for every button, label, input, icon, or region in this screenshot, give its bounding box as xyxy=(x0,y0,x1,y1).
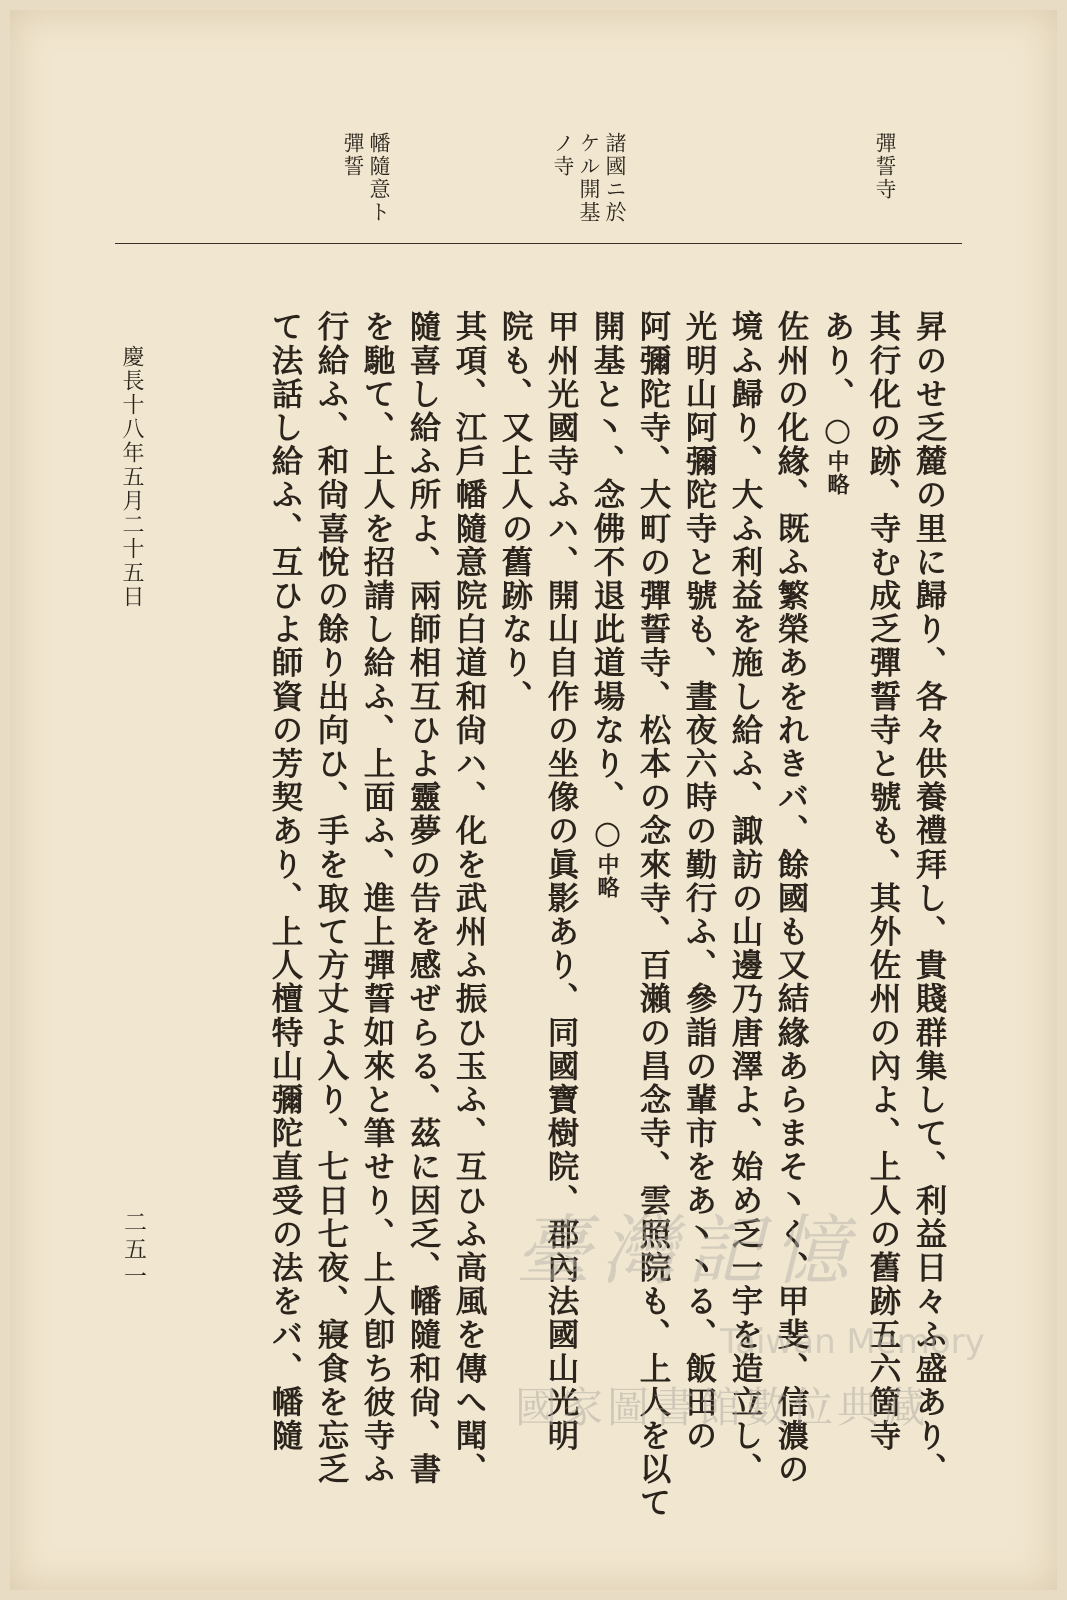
body-line-9: 甲州光國寺ふハ、開山自作の坐像の眞影あり、同國寶樹院、郡內法國山光明 xyxy=(543,310,580,1453)
side-note-1-line-1: 諸國ニ於 xyxy=(603,132,627,224)
abbrev-note-1: 中略 xyxy=(824,449,850,496)
body-line-10: 院も、又上人の舊跡なり、 xyxy=(497,310,534,714)
footer-date: 慶長十八年五月二十五日 xyxy=(119,345,144,609)
topic-heading: 彈誓寺 xyxy=(873,132,897,201)
watermark-subtitle: Taiwan Memory xyxy=(720,1322,985,1362)
body-line-3 xyxy=(819,310,856,496)
side-note-2-line-2: 彈誓 xyxy=(341,132,365,178)
body-line-2: 其行化の跡、寺む成乏彈誓寺と號も、其外佐州の內よ、上人の舊跡五六箇寺 xyxy=(865,310,902,1453)
book-page xyxy=(10,10,1057,1590)
body-line-3-text: あり、 xyxy=(819,310,856,411)
body-line-6: 光明山阿彌陀寺と號も、晝夜六時の勤行ふ、參詣の輩市をあ丶丶る、飯田の xyxy=(681,310,718,1453)
side-note-2-line-1: 幡隨意ト xyxy=(367,132,391,224)
body-line-11: 其項、江戶幡隨意院白道和尙ハ、化を武州ふ振ひ玉ふ、互ひふ高風を傳へ聞、 xyxy=(451,310,488,1486)
body-line-15: て法話し給ふ、互ひよ師資の芳契あり、上人檀特山彌陀直受の法をバ、幡隨 xyxy=(267,310,304,1453)
body-line-14: 行給ふ、和尙喜悅の餘り出向ひ、手を取て方丈よ入り、七日七夜、寢食を忘乏 xyxy=(313,310,350,1486)
side-note-1-line-2: ケル開基 xyxy=(577,132,601,224)
body-line-4: 佐州の化緣、既ふ繁榮あをれきバ、餘國も又結緣あらまそ丶く、甲斐、信濃の xyxy=(773,310,810,1486)
watermark-title: 臺灣記憶 xyxy=(515,1206,859,1295)
side-note-1-line-3: ノ寺 xyxy=(551,132,575,178)
abbrev-mark-2: ○ xyxy=(589,814,626,854)
body-line-5: 境ふ歸り、大ふ利益を施し給ふ、諏訪の山邊乃唐澤よ、始め乏一宇を造立し、 xyxy=(727,310,764,1486)
abbrev-mark-1: ○ xyxy=(819,410,856,450)
abbrev-note-2: 中略 xyxy=(594,853,620,900)
body-line-7: 阿彌陀寺、大町の彈誓寺、松本の念來寺、百瀨の昌念寺、雲照院も、上人を以て xyxy=(635,310,672,1520)
body-line-13: を馳て、上人を招請し給ふ、上面ふ、進上彈誓如來と筆せり、上人卽ち彼寺ふ xyxy=(359,310,396,1486)
watermark-organization: 國家圖書館數位典藏 xyxy=(515,1383,930,1432)
page-number: 二五一 xyxy=(120,1210,146,1291)
body-line-12: 隨喜し給ふ所よ、兩師相互ひよ靈夢の告を感ぜらる、茲に因乏、幡隨和尙、書 xyxy=(405,310,442,1486)
body-line-1: 昇のせ乏麓の里に歸り、各々供養禮拜し、貴賤群集して、利益日々ふ盛あり、 xyxy=(911,310,948,1486)
body-line-8 xyxy=(589,310,626,900)
header-divider xyxy=(115,243,962,244)
body-line-8-text: 開基と丶、念佛不退此道場なり、 xyxy=(589,310,626,814)
